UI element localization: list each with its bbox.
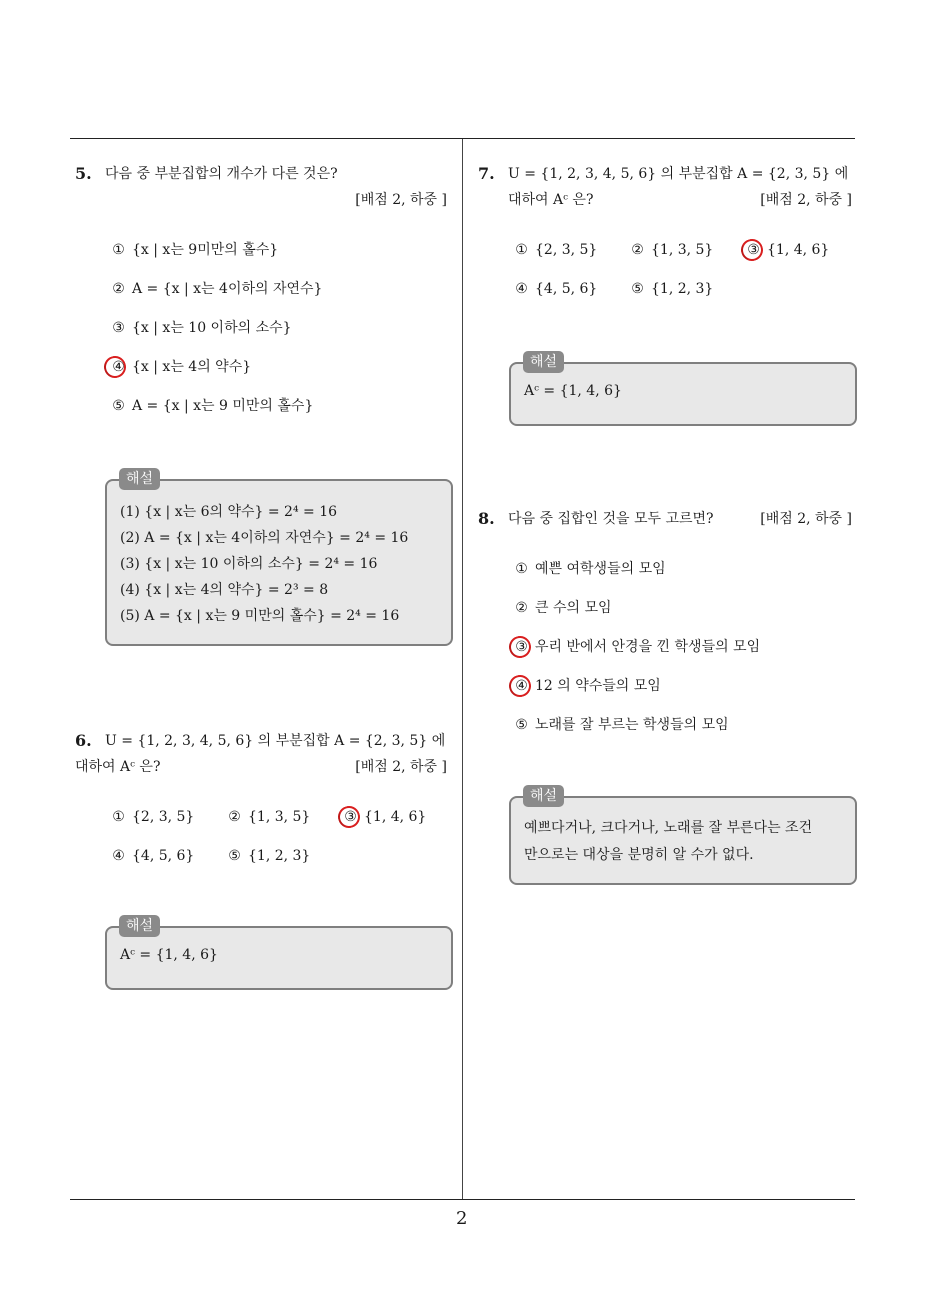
question-meta: [배점 2, 하중 ] xyxy=(355,192,447,208)
option-mark: ⑤ xyxy=(631,281,644,297)
option-mark: ④ xyxy=(515,281,528,297)
option-mark: ④ xyxy=(515,678,528,694)
question-meta: [배점 2, 하중 ] xyxy=(355,759,447,775)
option-text: {x | x는 4의 약수} xyxy=(132,359,252,375)
option-mark: ③ xyxy=(747,242,760,258)
option-3[interactable] xyxy=(111,315,292,341)
option-mark: ② xyxy=(228,809,241,825)
option-text: {1, 3, 5} xyxy=(651,242,714,258)
answer-tag: 해설 xyxy=(523,351,564,373)
option-text: 우리 반에서 안경을 낀 학생들의 모임 xyxy=(535,639,761,655)
question-number: 5. xyxy=(75,164,92,183)
answer-box-6 xyxy=(105,918,453,990)
option-text: 큰 수의 모임 xyxy=(535,600,612,616)
option-text: {1, 2, 3} xyxy=(248,848,311,864)
question-text-line2: 대하여 Aᶜ 은? xyxy=(508,192,594,208)
option-5[interactable] xyxy=(630,276,713,302)
option-text: A = {x | x는 9 미만의 홀수} xyxy=(132,398,314,414)
option-mark: ② xyxy=(112,281,125,297)
option-text: {4, 5, 6} xyxy=(535,281,598,297)
question-meta: [배점 2, 하중 ] xyxy=(760,511,852,527)
question-text: U = {1, 2, 3, 4, 5, 6} 의 부분집합 A = {2, 3, 5} 에 xyxy=(508,166,849,182)
answer-circle xyxy=(506,633,534,661)
question-number: 6. xyxy=(75,731,92,750)
option-mark: ③ xyxy=(515,639,528,655)
option-5[interactable] xyxy=(227,843,310,869)
answer-line: (4) {x | x는 4의 약수} = 2³ = 8 xyxy=(120,582,329,598)
answer-line: (1) {x | x는 6의 약수} = 2⁴ = 16 xyxy=(120,504,338,520)
question-text: 다음 중 부분집합의 개수가 다른 것은? xyxy=(105,166,338,182)
answer-circle xyxy=(506,672,534,700)
question-number: 7. xyxy=(478,164,495,183)
bottom-rule xyxy=(70,1199,855,1200)
option-text: {1, 4, 6} xyxy=(364,809,427,825)
option-1[interactable] xyxy=(514,237,597,263)
option-mark: ① xyxy=(112,809,125,825)
option-1[interactable] xyxy=(111,804,194,830)
option-4[interactable] xyxy=(514,276,597,302)
column-divider xyxy=(462,139,463,1200)
answer-tag: 해설 xyxy=(523,785,564,807)
answer-line: Aᶜ = {1, 4, 6} xyxy=(524,383,622,399)
answer-box-5 xyxy=(105,471,453,646)
option-mark: ④ xyxy=(112,359,125,375)
option-4[interactable] xyxy=(111,843,194,869)
answer-tag: 해설 xyxy=(119,915,160,937)
option-3[interactable] xyxy=(514,634,760,660)
option-3[interactable] xyxy=(746,237,829,263)
option-mark: ④ xyxy=(112,848,125,864)
option-1[interactable] xyxy=(514,556,666,582)
option-text: {x | x는 9미만의 홀수} xyxy=(132,242,279,258)
option-2[interactable] xyxy=(630,237,713,263)
page-number: 2 xyxy=(456,1208,468,1229)
option-mark: ⑤ xyxy=(112,398,125,414)
option-mark: ③ xyxy=(344,809,357,825)
question-7 xyxy=(478,161,858,311)
answer-line: Aᶜ = {1, 4, 6} xyxy=(120,947,218,963)
option-text: {1, 2, 3} xyxy=(651,281,714,297)
option-mark: ③ xyxy=(112,320,125,336)
option-4[interactable] xyxy=(111,354,251,380)
option-mark: ⑤ xyxy=(228,848,241,864)
option-text: {2, 3, 5} xyxy=(132,809,195,825)
option-4[interactable] xyxy=(514,673,661,699)
answer-line: (2) A = {x | x는 4이하의 자연수} = 2⁴ = 16 xyxy=(120,530,409,546)
option-text: {1, 3, 5} xyxy=(248,809,311,825)
option-text: {x | x는 10 이하의 소수} xyxy=(132,320,292,336)
option-2[interactable] xyxy=(514,595,612,621)
answer-line: (5) A = {x | x는 9 미만의 홀수} = 2⁴ = 16 xyxy=(120,608,400,624)
question-6 xyxy=(75,728,455,878)
question-meta: [배점 2, 하중 ] xyxy=(760,192,852,208)
question-8 xyxy=(478,506,858,746)
option-2[interactable] xyxy=(227,804,310,830)
option-text: A = {x | x는 4이하의 자연수} xyxy=(132,281,323,297)
question-text: 다음 중 집합인 것을 모두 고르면? xyxy=(508,511,714,527)
option-5[interactable] xyxy=(514,712,729,738)
option-3[interactable] xyxy=(343,804,426,830)
option-1[interactable] xyxy=(111,237,278,263)
option-text: {4, 5, 6} xyxy=(132,848,195,864)
answer-circle xyxy=(738,236,766,264)
answer-box-8 xyxy=(509,788,857,885)
answer-tag: 해설 xyxy=(119,468,160,490)
option-mark: ② xyxy=(631,242,644,258)
answer-line: (3) {x | x는 10 이하의 소수} = 2⁴ = 16 xyxy=(120,556,378,572)
option-text: {1, 4, 6} xyxy=(767,242,830,258)
question-text-line2: 대하여 Aᶜ 은? xyxy=(75,759,161,775)
option-mark: ① xyxy=(112,242,125,258)
option-2[interactable] xyxy=(111,276,322,302)
option-text: 12 의 약수들의 모임 xyxy=(535,678,661,694)
question-text: U = {1, 2, 3, 4, 5, 6} 의 부분집합 A = {2, 3, 5} 에 xyxy=(105,733,446,749)
option-mark: ① xyxy=(515,561,528,577)
question-number: 8. xyxy=(478,509,495,528)
option-mark: ① xyxy=(515,242,528,258)
option-text: 예쁜 여학생들의 모임 xyxy=(535,561,666,577)
answer-circle xyxy=(335,803,363,831)
option-text: 노래를 잘 부르는 학생들의 모임 xyxy=(535,717,729,733)
option-mark: ② xyxy=(515,600,528,616)
option-mark: ⑤ xyxy=(515,717,528,733)
answer-box-7 xyxy=(509,354,857,426)
option-text: {2, 3, 5} xyxy=(535,242,598,258)
answer-line: 만으로는 대상을 분명히 알 수가 없다. xyxy=(524,847,754,863)
option-5[interactable] xyxy=(111,393,313,419)
answer-line: 예쁘다거나, 크다거나, 노래를 잘 부른다는 조건 xyxy=(524,820,813,836)
